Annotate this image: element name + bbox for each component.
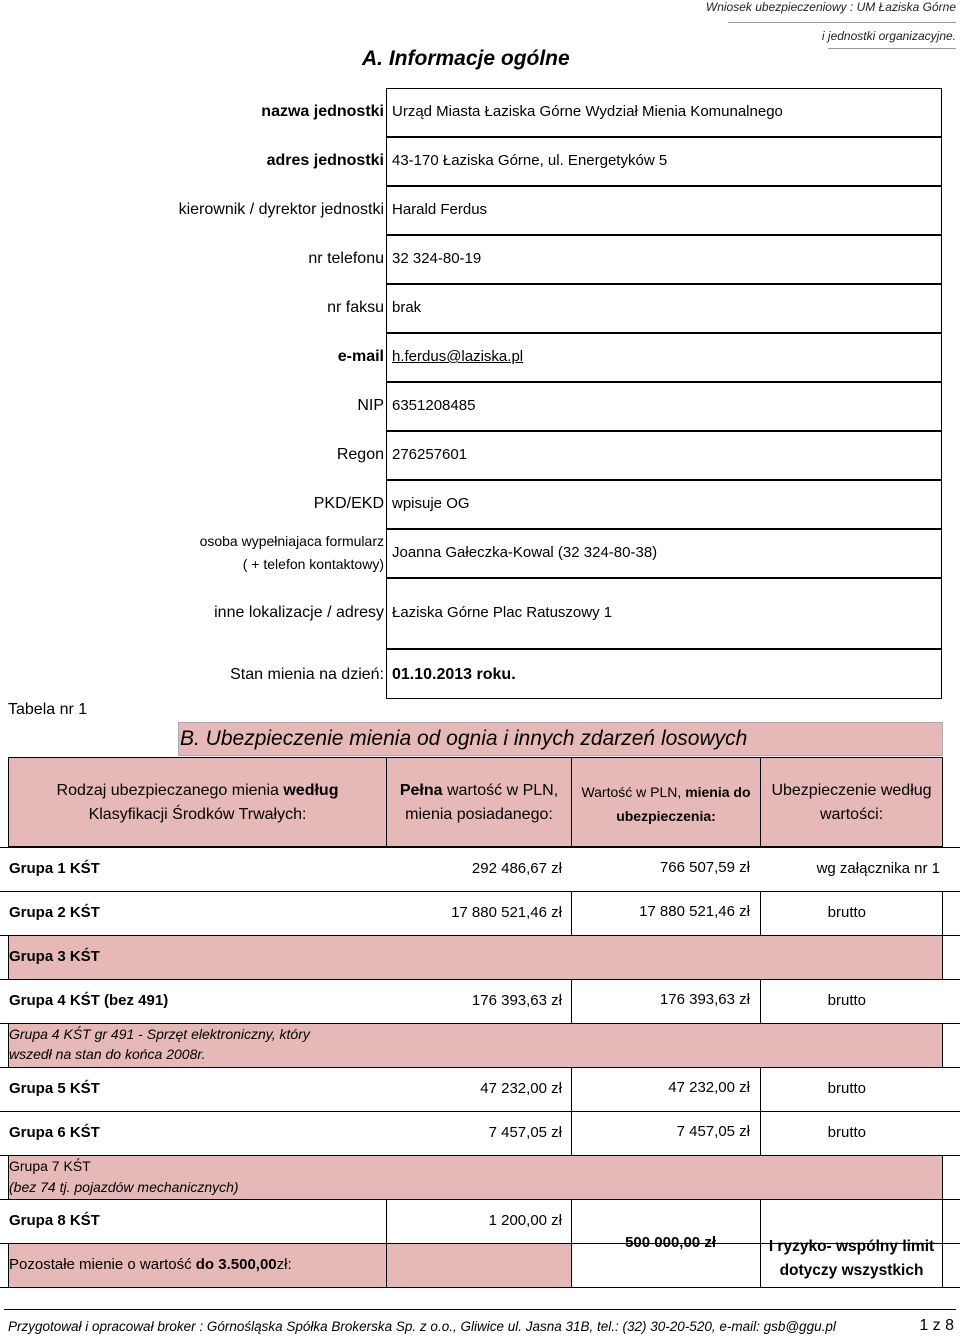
col1-header-line2: Klasyfikacji Środków Trwałych: bbox=[88, 806, 307, 823]
col4-header bbox=[760, 779, 943, 827]
full-value: 7 457,05 zł bbox=[488, 1124, 562, 1141]
col2-header-b: wartość w PLN, bbox=[447, 782, 559, 799]
row-divider bbox=[0, 847, 960, 848]
footer-text: Przygotował i opracował broker : Górnośląska Spółka Brokerska Sp. z o.o., Gliwice ul. Jasna 31B, tel.: (32) 30-20-520, e-mail: gsb@ggu.pl bbox=[8, 1319, 836, 1334]
basis-value: wg załącznika nr 1 bbox=[816, 860, 940, 877]
stan-date: 01.10.2013 roku. bbox=[392, 666, 516, 683]
field-value: Joanna Gałeczka-Kowal (32 324-80-38) bbox=[392, 544, 658, 561]
insured-value: 17 880 521,46 zł bbox=[639, 903, 750, 920]
header-rule bbox=[728, 22, 956, 23]
merged-insured-value: 500 000,00 zł bbox=[625, 1234, 716, 1251]
field-value: Urząd Miasta Łaziska Górne Wydział Mienia Komunalnego bbox=[392, 103, 783, 120]
field-value: brak bbox=[392, 299, 422, 316]
basis-value: brutto bbox=[827, 1124, 866, 1141]
basis-value: brutto bbox=[827, 992, 866, 1009]
field-label: adres jednostki bbox=[266, 152, 384, 169]
row-label: Grupa 2 KŚT bbox=[9, 904, 100, 921]
field-value: 6351208485 bbox=[392, 397, 476, 414]
insured-value: 766 507,59 zł bbox=[659, 859, 750, 876]
field-label: NIP bbox=[357, 397, 384, 414]
field-label: nr faksu bbox=[327, 299, 384, 316]
field-value: 32 324-80-19 bbox=[392, 250, 482, 267]
full-value: 292 486,67 zł bbox=[471, 860, 562, 877]
col2-header bbox=[386, 779, 572, 827]
col2-header-line2: mienia posiadanego: bbox=[405, 806, 553, 823]
section-b-title: B. Ubezpieczenie mienia od ognia i innych zdarzeń losowych bbox=[180, 727, 748, 750]
section-a-title: A. Informacje ogólne bbox=[362, 47, 570, 70]
col3-header-a: Wartość w PLN, bbox=[581, 784, 682, 800]
field-label: osoba wypełniajaca formularz bbox=[199, 533, 384, 549]
row-label: Grupa 3 KŚT bbox=[9, 948, 100, 965]
col3-header-b: mienia do bbox=[685, 784, 751, 800]
field-label: kierownik / dyrektor jednostki bbox=[178, 201, 384, 218]
col1-header bbox=[8, 779, 387, 827]
row-label: Grupa 4 KŚT gr 491 - Sprzęt elektroniczny, który bbox=[9, 1026, 310, 1042]
col4-header-line2: wartości: bbox=[819, 806, 884, 823]
insured-value: 47 232,00 zł bbox=[668, 1079, 750, 1096]
header-subtitle: i jednostki organizacyjne. bbox=[821, 29, 956, 43]
field-value: Łaziska Górne Plac Ratuszowy 1 bbox=[392, 604, 613, 621]
field-value: 43-170 Łaziska Górne, ul. Energetyków 5 bbox=[392, 152, 668, 169]
row-label: Grupa 4 KŚT (bez 491) bbox=[9, 992, 169, 1009]
row-label: Grupa 8 KŚT bbox=[9, 1212, 100, 1229]
row-label: Grupa 6 KŚT bbox=[9, 1124, 100, 1141]
col1-header-a: Rodzaj ubezpieczanego mienia bbox=[56, 782, 279, 799]
merged-basis-line1: I ryzyko- wspólny limit bbox=[768, 1238, 935, 1255]
email-link[interactable]: h.ferdus@laziska.pl bbox=[392, 348, 524, 365]
field-value: 276257601 bbox=[392, 446, 468, 463]
row-label bbox=[9, 1256, 292, 1273]
basis-value: brutto bbox=[827, 904, 866, 921]
full-cell bbox=[386, 1243, 572, 1288]
field-label: ( + telefon kontaktowy) bbox=[242, 556, 384, 572]
col1-header-b: według bbox=[283, 782, 339, 799]
full-value: 17 880 521,46 zł bbox=[451, 904, 562, 921]
field-value: Harald Ferdus bbox=[392, 201, 488, 218]
basis-value: brutto bbox=[827, 1080, 866, 1097]
row-label-b: do 3.500,00 bbox=[195, 1256, 277, 1273]
header-rule bbox=[828, 48, 956, 49]
field-box bbox=[386, 431, 942, 480]
row-label: wszedł na stan do końca 2008r. bbox=[9, 1046, 206, 1062]
full-value: 1 200,00 zł bbox=[488, 1212, 562, 1229]
merged-basis-line2: dotyczy wszystkich bbox=[779, 1262, 924, 1279]
field-label: nr telefonu bbox=[308, 250, 384, 267]
row-label-c: zł: bbox=[276, 1256, 292, 1273]
row-label: Grupa 7 KŚT bbox=[9, 1158, 91, 1174]
field-label: PKD/EKD bbox=[313, 495, 384, 512]
col2-header-a: Pełna bbox=[399, 782, 443, 799]
col3-header-line2: ubezpieczenia: bbox=[616, 808, 716, 824]
field-label: inne lokalizacje / adresy bbox=[214, 604, 384, 621]
header-title: Wniosek ubezpieczeniowy : UM Łaziska Górne bbox=[705, 0, 956, 14]
stan-label: Stan mienia na dzień: bbox=[230, 666, 384, 683]
insured-value: 7 457,05 zł bbox=[676, 1123, 750, 1140]
field-label: e-mail bbox=[337, 348, 384, 365]
col4-header-line1: Ubezpieczenie według bbox=[771, 782, 932, 799]
field-label: Regon bbox=[336, 446, 384, 463]
table-number: Tabela nr 1 bbox=[8, 701, 88, 718]
full-value: 47 232,00 zł bbox=[480, 1080, 562, 1097]
row-label-a: Pozostałe mienie o wartość bbox=[9, 1256, 196, 1273]
row-divider bbox=[0, 1111, 960, 1112]
full-value: 176 393,63 zł bbox=[471, 992, 562, 1009]
field-box bbox=[386, 284, 942, 333]
row-label: (bez 74 tj. pojazdów mechanicznych) bbox=[9, 1179, 239, 1195]
table-row-empty bbox=[8, 935, 943, 980]
row-label: Grupa 5 KŚT bbox=[9, 1080, 100, 1097]
field-value: wpisuje OG bbox=[392, 495, 470, 512]
field-label: nazwa jednostki bbox=[261, 103, 384, 120]
row-label: Grupa 1 KŚT bbox=[9, 860, 100, 877]
insured-value: 176 393,63 zł bbox=[659, 991, 750, 1008]
col3-header bbox=[571, 780, 761, 828]
footer-rule bbox=[4, 1309, 956, 1310]
page-number: 1 z 8 bbox=[919, 1317, 954, 1334]
